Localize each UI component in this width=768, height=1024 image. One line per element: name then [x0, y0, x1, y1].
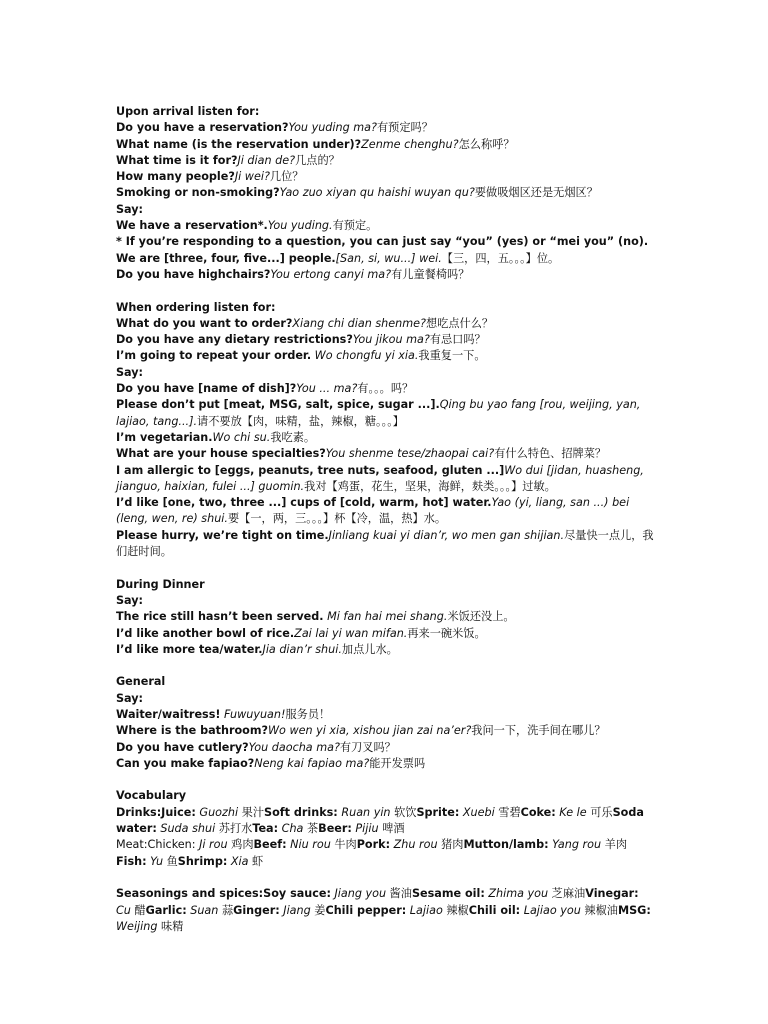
vocab-drinks: Drinks:Juice: Guozhi 果汁Soft drinks: Ruan yin 软饮Sprite: Xuebi 雪碧Coke: Ke le 可乐Soda water: Suda shui 苏打水Tea: Cha 茶Beer: Pijiu 啤酒 [116, 805, 644, 836]
phrase-line: Do you have a reservation?You yuding ma?有预定吗？ [116, 121, 433, 135]
phrase-line: What name (is the reservation under)?Zenme chenghu?怎么称呼？ [116, 137, 515, 151]
phrase-line: I’d like more tea/water.Jia dian’r shui.加点儿水。 [116, 642, 398, 656]
say-label: Say: [116, 365, 144, 379]
phrase-line: I’d like another bowl of rice.Zai lai yi wan mifan.再来一碗米饭。 [116, 626, 486, 640]
section-vocabulary [116, 788, 656, 935]
say-label: Say: [116, 691, 144, 705]
phrase-line: I am allergic to [eggs, peanuts, tree nuts, seafood, gluten ...]Wo dui [jidan, huasheng, jianguo, haixian, fulei ...] guomin.我对【鸡蛋，花生，坚果，海鲜，麸类。。。】过敏。 [116, 463, 644, 493]
note-line: * If you’re responding to a question, you can just say “you” (yes) or “mei you” (no). [116, 235, 649, 249]
section-arrival [116, 104, 656, 283]
phrase-line: Please don’t put [meat, MSG, salt, spice, sugar ...].Qing bu yao fang [rou, weijing, yan, lajiao, tang...].请不要放【肉，味精，盐，辣椒，糖。。。】 [116, 398, 641, 428]
vocab-seasonings: Seasonings and spices:Soy sauce: Jiang you 酱油Sesame oil: Zhima you 芝麻油Vinegar: Cu 醋Garlic: Suan 蒜Ginger: Jiang 姜Chili pepper: Lajiao 辣椒Chili oil: Lajiao you 辣椒油MSG: Weijing 味精 [116, 887, 651, 933]
phrase-line: What time is it for?Ji dian de?几点的？ [116, 153, 340, 167]
section-dinner [116, 577, 656, 658]
phrase-line: I’d like [one, two, three ...] cups of [cold, warm, hot] water.Yao (yi, liang, san ...) bei (leng, wen, re) shui.要【一，两，三。。。】杯【冷，温，热】水。 [116, 496, 630, 526]
phrase-line: I’m going to repeat your order. Wo chongfu yi xia.我重复一下。 [116, 349, 486, 363]
phrase-line: Do you have highchairs?You ertong canyi ma?有儿童餐椅吗？ [116, 267, 470, 281]
section-ordering [116, 300, 656, 561]
say-label: Say: [116, 593, 144, 607]
section-title: During Dinner [116, 577, 205, 591]
section-title: When ordering listen for: [116, 300, 276, 314]
phrase-line: Do you have [name of dish]?You ... ma?有。。。吗？ [116, 382, 414, 396]
say-label: Say: [116, 202, 144, 216]
phrase-line: How many people?Ji wei?几位？ [116, 170, 304, 184]
phrase-line: Do you have cutlery?You daocha ma?有刀叉吗？ [116, 740, 396, 754]
phrase-line: What do you want to order?Xiang chi dian shenme?想吃点什么？ [116, 316, 494, 330]
section-title: General [116, 675, 166, 689]
phrase-line: We have a reservation*.You yuding.有预定。 [116, 219, 378, 233]
phrase-line: The rice still hasn’t been served. Mi fan hai mei shang.米饭还没上。 [116, 610, 515, 624]
phrase-line: Where is the bathroom?Wo wen yi xia, xishou jian zai na’er?我问一下，洗手间在哪儿？ [116, 724, 606, 738]
phrase-line: What are your house specialties?You shenme tese/zhaopai cai?有什么特色、招牌菜？ [116, 447, 607, 461]
phrase-line: I’m vegetarian.Wo chi su.我吃素。 [116, 430, 316, 444]
phrase-line: Please hurry, we’re tight on time.Jinliang kuai yi dian’r, wo men gan shijian.尽量快一点儿，我们赶时间。 [116, 528, 654, 559]
phrase-line: Do you have any dietary restrictions?You jikou ma?有忌口吗？ [116, 333, 486, 347]
section-title: Upon arrival listen for: [116, 105, 260, 118]
phrase-line: Waiter/waitress! Fuwuyuan!服务员！ [116, 707, 331, 721]
section-general [116, 674, 656, 772]
phrase-line: We are [three, four, five...] people.[San, si, wu...] wei.【三，四，五。。。】位。 [116, 251, 560, 265]
phrase-line: Can you make fapiao?Neng kai fapiao ma?能开发票吗 [116, 756, 426, 770]
document-page [116, 104, 656, 935]
section-title: Vocabulary [116, 789, 187, 803]
phrase-line: Smoking or non-smoking?Yao zuo xiyan qu haishi wuyan qu?要做吸烟区还是无烟区？ [116, 186, 598, 200]
vocab-meat: Meat:Chicken: Ji rou 鸡肉Beef: Niu rou 牛肉Pork: Zhu rou 猪肉Mutton/lamb: Yang rou 羊肉Fish: Yu 鱼Shrimp: Xia 虾 [116, 838, 628, 868]
